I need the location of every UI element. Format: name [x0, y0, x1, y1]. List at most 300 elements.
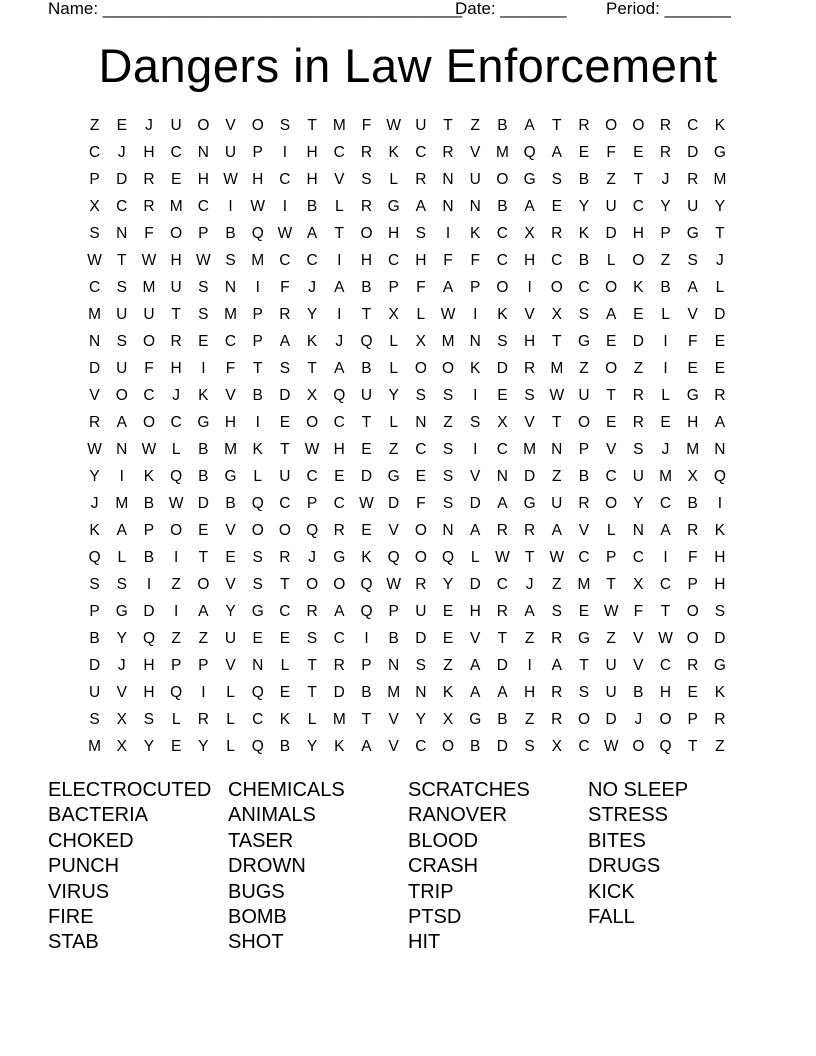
grid-letter[interactable]: H — [306, 171, 318, 188]
grid-letter[interactable]: A — [361, 738, 372, 755]
grid-letter[interactable]: Q — [88, 549, 101, 566]
grid-letter[interactable]: E — [361, 441, 372, 458]
grid-letter[interactable]: T — [307, 657, 317, 674]
grid-letter[interactable]: E — [714, 360, 726, 377]
grid-letter[interactable]: Q — [360, 576, 373, 593]
grid-letter[interactable]: A — [714, 414, 726, 431]
grid-letter[interactable]: B — [225, 225, 236, 242]
grid-letter[interactable]: A — [470, 684, 481, 701]
grid-letter[interactable]: E — [279, 684, 291, 701]
grid-letter[interactable]: D — [143, 603, 155, 620]
grid-letter[interactable]: C — [632, 198, 644, 215]
grid-letter[interactable]: C — [279, 603, 291, 620]
grid-letter[interactable]: V — [524, 414, 535, 431]
grid-letter[interactable]: F — [470, 252, 480, 269]
grid-letter[interactable]: S — [198, 306, 209, 323]
grid-letter[interactable]: T — [280, 441, 290, 458]
grid-letter[interactable]: S — [497, 333, 508, 350]
grid-letter[interactable]: D — [496, 360, 508, 377]
grid-letter[interactable]: L — [606, 252, 616, 269]
grid-letter[interactable]: T — [307, 684, 317, 701]
grid-letter[interactable]: I — [255, 414, 260, 431]
grid-letter[interactable]: Z — [606, 630, 616, 647]
grid-letter[interactable]: T — [552, 333, 562, 350]
grid-letter[interactable]: J — [335, 333, 344, 350]
grid-letter[interactable]: C — [496, 225, 508, 242]
grid-letter[interactable]: C — [88, 279, 101, 296]
grid-letter[interactable]: N — [632, 522, 644, 539]
grid-letter[interactable]: A — [279, 333, 291, 350]
grid-letter[interactable]: O — [496, 279, 509, 296]
grid-letter[interactable]: M — [88, 306, 102, 323]
grid-letter[interactable]: B — [660, 279, 671, 296]
grid-letter[interactable]: U — [578, 387, 590, 404]
grid-letter[interactable]: M — [550, 360, 564, 377]
grid-letter[interactable]: E — [687, 684, 698, 701]
date-field[interactable]: Date: _______ — [455, 0, 567, 18]
grid-letter[interactable]: I — [146, 576, 152, 593]
grid-letter[interactable]: V — [633, 657, 644, 674]
grid-letter[interactable]: K — [198, 387, 209, 404]
grid-letter[interactable]: R — [360, 144, 373, 161]
grid-letter[interactable]: D — [388, 495, 400, 512]
grid-letter[interactable]: S — [252, 576, 263, 593]
grid-letter[interactable]: O — [632, 738, 645, 755]
grid-letter[interactable]: O — [442, 360, 455, 377]
grid-letter[interactable]: U — [116, 360, 128, 377]
grid-letter[interactable]: U — [415, 117, 427, 134]
grid-letter[interactable]: D — [605, 225, 617, 242]
grid-letter[interactable]: A — [334, 279, 345, 296]
grid-letter[interactable]: P — [252, 333, 263, 350]
grid-letter[interactable]: E — [225, 549, 236, 566]
grid-letter[interactable]: A — [497, 684, 508, 701]
grid-letter[interactable]: N — [88, 333, 101, 350]
grid-letter[interactable]: X — [687, 468, 698, 485]
grid-letter[interactable]: K — [388, 144, 399, 161]
grid-letter[interactable]: C — [496, 252, 508, 269]
grid-letter[interactable]: W — [658, 630, 673, 647]
grid-letter[interactable]: R — [551, 711, 563, 728]
grid-letter[interactable]: Z — [89, 117, 100, 134]
grid-letter[interactable]: A — [415, 198, 427, 215]
grid-letter[interactable]: N — [224, 279, 237, 296]
grid-letter[interactable]: B — [388, 630, 399, 647]
grid-letter[interactable]: H — [224, 414, 237, 431]
grid-letter[interactable]: E — [170, 738, 182, 755]
grid-letter[interactable]: I — [364, 630, 369, 647]
grid-letter[interactable]: A — [524, 117, 535, 134]
grid-letter[interactable]: E — [578, 144, 590, 161]
grid-letter[interactable]: Y — [442, 576, 454, 593]
grid-letter[interactable]: C — [306, 468, 318, 485]
grid-letter[interactable]: A — [551, 522, 562, 539]
grid-letter[interactable]: C — [116, 198, 128, 215]
grid-letter[interactable]: C — [415, 738, 427, 755]
grid-letter[interactable]: L — [389, 414, 398, 431]
grid-letter[interactable]: N — [415, 414, 427, 431]
grid-letter[interactable]: O — [197, 576, 210, 593]
grid-letter[interactable]: A — [551, 657, 562, 674]
grid-letter[interactable]: T — [198, 549, 209, 566]
grid-letter[interactable]: V — [470, 468, 481, 485]
grid-letter[interactable]: Q — [142, 630, 155, 647]
grid-letter[interactable]: R — [578, 117, 590, 134]
grid-letter[interactable]: H — [143, 657, 155, 674]
grid-letter[interactable]: K — [714, 117, 726, 134]
grid-letter[interactable]: R — [360, 198, 373, 215]
grid-letter[interactable]: H — [659, 684, 672, 701]
grid-letter[interactable]: R — [306, 603, 318, 620]
grid-letter[interactable]: D — [197, 495, 209, 512]
grid-letter[interactable]: K — [470, 225, 481, 242]
grid-letter[interactable]: Y — [143, 738, 155, 755]
grid-letter[interactable]: D — [116, 171, 128, 188]
grid-letter[interactable]: O — [142, 414, 155, 431]
grid-letter[interactable]: S — [252, 549, 263, 566]
grid-letter[interactable]: T — [606, 387, 616, 404]
grid-letter[interactable]: T — [687, 738, 698, 755]
grid-letter[interactable]: Z — [524, 630, 535, 647]
grid-letter[interactable]: J — [308, 279, 316, 296]
grid-letter[interactable]: V — [470, 630, 481, 647]
grid-letter[interactable]: G — [333, 549, 346, 566]
grid-letter[interactable]: R — [578, 495, 590, 512]
grid-letter[interactable]: Z — [470, 117, 480, 134]
grid-letter[interactable]: Q — [306, 522, 319, 539]
grid-letter[interactable]: T — [552, 414, 562, 431]
grid-letter[interactable]: K — [89, 522, 100, 539]
grid-letter[interactable]: R — [197, 711, 209, 728]
grid-letter[interactable]: G — [224, 468, 237, 485]
grid-letter[interactable]: X — [633, 576, 644, 593]
grid-letter[interactable]: I — [663, 549, 668, 566]
grid-letter[interactable]: S — [116, 576, 127, 593]
grid-letter[interactable]: W — [250, 198, 266, 215]
grid-letter[interactable]: T — [552, 117, 562, 134]
grid-letter[interactable]: C — [605, 468, 617, 485]
grid-letter[interactable]: R — [496, 522, 508, 539]
grid-letter[interactable]: B — [578, 252, 590, 269]
grid-letter[interactable]: O — [333, 576, 346, 593]
grid-letter[interactable]: R — [714, 387, 726, 404]
grid-letter[interactable]: B — [361, 684, 372, 701]
grid-letter[interactable]: B — [578, 468, 590, 485]
grid-letter[interactable]: Q — [170, 684, 183, 701]
grid-letter[interactable]: P — [605, 549, 617, 566]
grid-letter[interactable]: J — [525, 576, 534, 593]
grid-letter[interactable]: V — [388, 711, 399, 728]
grid-letter[interactable]: C — [333, 144, 345, 161]
grid-letter[interactable]: D — [496, 657, 508, 674]
grid-letter[interactable]: J — [172, 387, 181, 404]
grid-letter[interactable]: P — [198, 225, 209, 242]
grid-letter[interactable]: R — [659, 117, 672, 134]
grid-letter[interactable]: W — [141, 252, 157, 269]
grid-letter[interactable]: T — [280, 576, 290, 593]
grid-letter[interactable]: V — [116, 684, 127, 701]
grid-letter[interactable]: V — [470, 144, 481, 161]
grid-letter[interactable]: B — [361, 360, 372, 377]
grid-letter[interactable]: O — [577, 414, 590, 431]
grid-letter[interactable]: T — [633, 171, 644, 188]
grid-letter[interactable]: B — [225, 495, 236, 512]
grid-letter[interactable]: Y — [306, 738, 318, 755]
grid-letter[interactable]: S — [578, 306, 590, 323]
grid-letter[interactable]: R — [279, 549, 291, 566]
grid-letter[interactable]: E — [170, 171, 182, 188]
grid-letter[interactable]: E — [687, 360, 698, 377]
grid-letter[interactable]: C — [333, 495, 345, 512]
grid-letter[interactable]: O — [197, 117, 210, 134]
grid-letter[interactable]: C — [551, 252, 563, 269]
grid-letter[interactable]: S — [714, 603, 726, 620]
grid-letter[interactable]: T — [307, 360, 317, 377]
grid-letter[interactable]: M — [713, 171, 727, 188]
grid-letter[interactable]: P — [89, 171, 100, 188]
grid-letter[interactable]: E — [578, 603, 590, 620]
grid-letter[interactable]: P — [687, 576, 698, 593]
grid-letter[interactable]: U — [224, 144, 237, 161]
grid-letter[interactable]: Y — [89, 468, 100, 485]
grid-letter[interactable]: W — [495, 549, 510, 566]
grid-letter[interactable]: M — [251, 252, 265, 269]
grid-letter[interactable]: T — [660, 603, 671, 620]
grid-letter[interactable]: E — [633, 144, 644, 161]
grid-letter[interactable]: F — [225, 360, 236, 377]
grid-letter[interactable]: I — [473, 306, 478, 323]
grid-letter[interactable]: M — [495, 144, 509, 161]
grid-letter[interactable]: D — [469, 495, 481, 512]
grid-letter[interactable]: D — [88, 657, 101, 674]
grid-letter[interactable]: H — [143, 684, 155, 701]
grid-letter[interactable]: V — [388, 522, 399, 539]
name-field[interactable]: Name: ______________________________________ — [48, 0, 463, 18]
grid-letter[interactable]: I — [174, 603, 179, 620]
grid-letter[interactable]: O — [251, 117, 264, 134]
grid-letter[interactable]: V — [605, 441, 617, 458]
grid-letter[interactable]: F — [416, 279, 426, 296]
grid-letter[interactable]: K — [633, 279, 644, 296]
grid-letter[interactable]: X — [442, 711, 454, 728]
grid-letter[interactable]: A — [660, 522, 671, 539]
grid-letter[interactable]: D — [360, 468, 373, 485]
grid-letter[interactable]: M — [332, 711, 346, 728]
grid-letter[interactable]: K — [578, 225, 590, 242]
grid-letter[interactable]: X — [497, 414, 508, 431]
grid-letter[interactable]: B — [279, 738, 291, 755]
grid-letter[interactable]: F — [443, 252, 453, 269]
grid-letter[interactable]: W — [386, 576, 401, 593]
grid-letter[interactable]: A — [306, 225, 318, 242]
grid-letter[interactable]: O — [442, 738, 455, 755]
grid-letter[interactable]: R — [523, 360, 536, 377]
grid-letter[interactable]: B — [633, 684, 644, 701]
grid-letter[interactable]: O — [306, 414, 319, 431]
grid-letter[interactable]: V — [225, 576, 236, 593]
grid-letter[interactable]: G — [197, 414, 210, 431]
grid-letter[interactable]: B — [687, 495, 698, 512]
grid-letter[interactable]: E — [252, 630, 263, 647]
grid-letter[interactable]: A — [497, 495, 508, 512]
grid-letter[interactable]: F — [361, 117, 372, 134]
grid-letter[interactable]: S — [361, 171, 372, 188]
grid-letter[interactable]: Q — [360, 333, 373, 350]
grid-letter[interactable]: B — [497, 711, 508, 728]
grid-letter[interactable]: V — [225, 387, 236, 404]
grid-letter[interactable]: Y — [415, 711, 427, 728]
grid-letter[interactable]: X — [551, 738, 562, 755]
grid-letter[interactable]: U — [469, 171, 481, 188]
grid-letter[interactable]: X — [388, 306, 399, 323]
grid-letter[interactable]: C — [388, 252, 400, 269]
grid-letter[interactable]: Y — [388, 387, 399, 404]
grid-letter[interactable]: Q — [170, 468, 183, 485]
grid-letter[interactable]: S — [551, 171, 562, 188]
grid-letter[interactable]: I — [228, 198, 233, 215]
grid-letter[interactable]: H — [360, 252, 373, 269]
grid-letter[interactable]: S — [524, 387, 535, 404]
grid-letter[interactable]: T — [361, 414, 372, 431]
grid-letter[interactable]: R — [659, 144, 672, 161]
grid-letter[interactable]: H — [170, 252, 182, 269]
grid-letter[interactable]: N — [252, 657, 264, 674]
grid-letter[interactable]: W — [440, 306, 456, 323]
grid-letter[interactable]: P — [306, 495, 318, 512]
grid-letter[interactable]: Q — [333, 387, 346, 404]
grid-letter[interactable]: W — [603, 603, 619, 620]
grid-letter[interactable]: K — [442, 684, 454, 701]
grid-letter[interactable]: O — [170, 225, 183, 242]
grid-letter[interactable]: K — [279, 711, 291, 728]
grid-letter[interactable]: O — [115, 387, 128, 404]
grid-letter[interactable]: U — [605, 198, 617, 215]
grid-letter[interactable]: O — [278, 522, 291, 539]
grid-letter[interactable]: I — [527, 279, 532, 296]
grid-letter[interactable]: F — [280, 279, 290, 296]
grid-letter[interactable]: C — [88, 144, 101, 161]
grid-letter[interactable]: L — [171, 711, 181, 728]
grid-letter[interactable]: D — [605, 711, 617, 728]
grid-letter[interactable]: W — [359, 495, 374, 512]
grid-letter[interactable]: R — [523, 522, 536, 539]
grid-letter[interactable]: U — [605, 657, 617, 674]
grid-letter[interactable]: G — [686, 225, 699, 242]
grid-letter[interactable]: P — [470, 279, 481, 296]
grid-letter[interactable]: I — [473, 387, 478, 404]
grid-letter[interactable]: G — [523, 171, 536, 188]
grid-letter[interactable]: N — [116, 441, 128, 458]
grid-letter[interactable]: E — [497, 387, 508, 404]
grid-letter[interactable]: S — [89, 225, 100, 242]
grid-letter[interactable]: O — [414, 522, 427, 539]
grid-letter[interactable]: S — [116, 279, 127, 296]
grid-letter[interactable]: D — [632, 333, 644, 350]
grid-letter[interactable]: A — [470, 522, 481, 539]
grid-letter[interactable]: Y — [116, 630, 127, 647]
grid-letter[interactable]: E — [714, 333, 726, 350]
grid-letter[interactable]: R — [333, 657, 345, 674]
grid-letter[interactable]: V — [578, 522, 590, 539]
grid-letter[interactable]: E — [442, 630, 454, 647]
grid-letter[interactable]: Y — [633, 495, 644, 512]
grid-letter[interactable]: S — [415, 657, 427, 674]
grid-letter[interactable]: C — [578, 279, 590, 296]
grid-letter[interactable]: B — [470, 738, 481, 755]
grid-letter[interactable]: S — [198, 279, 209, 296]
grid-letter[interactable]: Y — [714, 198, 726, 215]
grid-letter[interactable]: Y — [225, 603, 236, 620]
grid-letter[interactable]: E — [415, 468, 427, 485]
grid-letter[interactable]: O — [414, 549, 427, 566]
grid-letter[interactable]: O — [605, 360, 618, 377]
grid-letter[interactable]: P — [578, 441, 590, 458]
grid-letter[interactable]: N — [388, 657, 400, 674]
grid-letter[interactable]: A — [198, 603, 209, 620]
grid-letter[interactable]: G — [387, 198, 400, 215]
grid-letter[interactable]: M — [142, 279, 156, 296]
grid-letter[interactable]: A — [334, 360, 345, 377]
grid-letter[interactable]: F — [687, 333, 698, 350]
grid-letter[interactable]: Z — [198, 630, 209, 647]
grid-letter[interactable]: G — [523, 495, 536, 512]
grid-letter[interactable]: J — [145, 117, 153, 134]
grid-letter[interactable]: S — [578, 684, 590, 701]
grid-letter[interactable]: V — [687, 306, 698, 323]
grid-letter[interactable]: Z — [388, 441, 399, 458]
grid-letter[interactable]: J — [634, 711, 643, 728]
grid-letter[interactable]: N — [116, 225, 128, 242]
grid-letter[interactable]: O — [360, 225, 373, 242]
grid-letter[interactable]: M — [659, 468, 672, 485]
grid-letter[interactable]: C — [306, 252, 318, 269]
grid-letter[interactable]: B — [89, 630, 100, 647]
grid-letter[interactable]: E — [116, 117, 127, 134]
grid-letter[interactable]: S — [415, 387, 427, 404]
grid-letter[interactable]: O — [170, 522, 183, 539]
grid-letter[interactable]: V — [225, 522, 236, 539]
grid-letter[interactable]: L — [226, 684, 235, 701]
grid-letter[interactable]: O — [496, 171, 509, 188]
grid-letter[interactable]: W — [603, 738, 619, 755]
grid-letter[interactable]: O — [251, 522, 264, 539]
grid-letter[interactable]: D — [279, 387, 291, 404]
grid-letter[interactable]: L — [661, 306, 670, 323]
grid-letter[interactable]: N — [442, 522, 454, 539]
grid-letter[interactable]: M — [523, 441, 537, 458]
grid-letter[interactable]: E — [442, 603, 454, 620]
grid-letter[interactable]: H — [388, 225, 400, 242]
grid-letter[interactable]: J — [661, 171, 670, 188]
grid-letter[interactable]: C — [224, 333, 237, 350]
grid-letter[interactable]: K — [334, 738, 345, 755]
grid-letter[interactable]: X — [551, 306, 562, 323]
grid-letter[interactable]: D — [523, 468, 536, 485]
grid-letter[interactable]: A — [605, 306, 617, 323]
grid-letter[interactable]: U — [360, 387, 373, 404]
grid-letter[interactable]: H — [306, 144, 318, 161]
grid-letter[interactable]: B — [361, 279, 372, 296]
grid-letter[interactable]: Z — [579, 360, 589, 377]
grid-letter[interactable]: D — [88, 360, 101, 377]
grid-letter[interactable]: Y — [660, 198, 671, 215]
grid-letter[interactable]: B — [198, 468, 209, 485]
grid-letter[interactable]: P — [388, 603, 399, 620]
grid-letter[interactable]: L — [470, 549, 480, 566]
grid-letter[interactable]: E — [605, 414, 617, 431]
grid-letter[interactable]: T — [307, 117, 317, 134]
grid-letter[interactable]: S — [442, 495, 454, 512]
